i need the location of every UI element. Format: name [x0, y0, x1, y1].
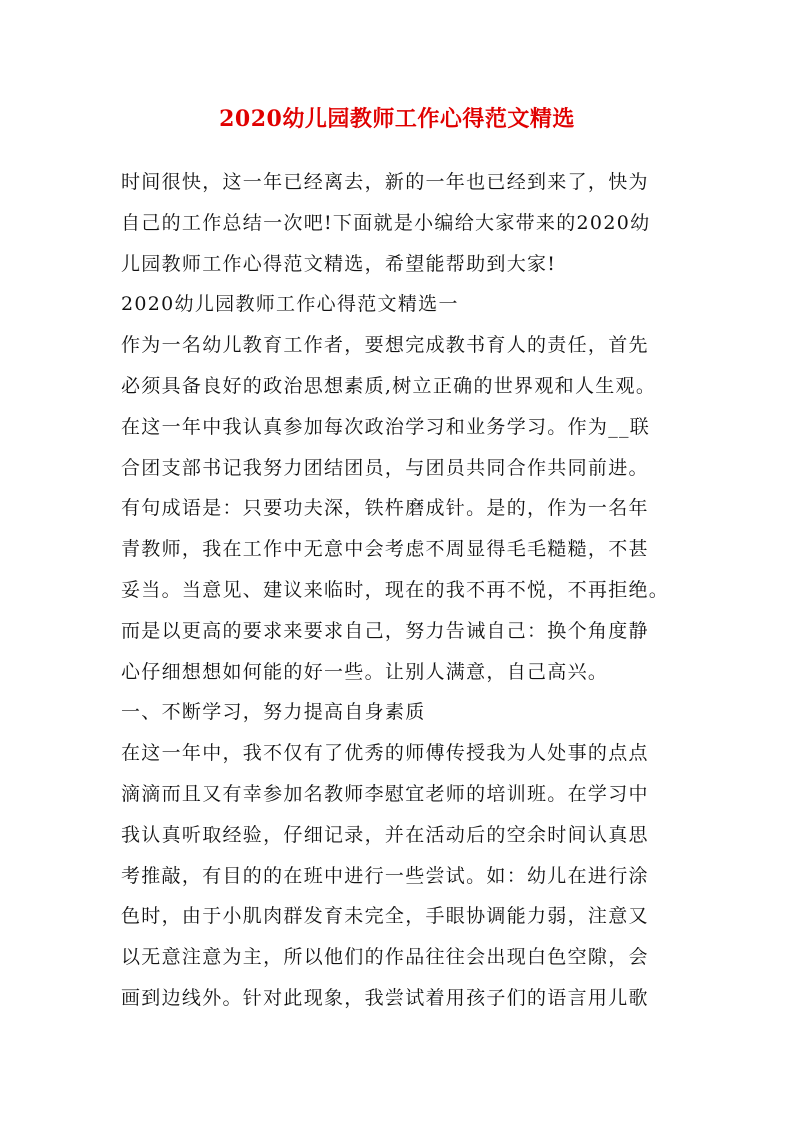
- body-line: 自己的工作总结一次吧!下面就是小编给大家带来的2020幼: [121, 211, 651, 234]
- section-heading: 一、不断学习，努力提高自身素质: [121, 701, 426, 724]
- body-line: 考推敲，有目的的在班中进行一些尝试。如：幼儿在进行涂: [121, 864, 649, 887]
- body-line: 滴滴而且又有幸参加名教师李慰宜老师的培训班。在学习中: [121, 782, 649, 805]
- body-line: 青教师，我在工作中无意中会考虑不周显得毛毛糙糙，不甚: [121, 538, 649, 561]
- body-line: 必须具备良好的政治思想素质,树立正确的世界观和人生观。: [121, 374, 657, 397]
- body-line: 时间很快，这一年已经离去，新的一年也已经到来了，快为: [121, 171, 649, 193]
- body-line: 合团支部书记我努力团结团员，与团员共同合作共同前进。: [121, 456, 649, 479]
- body-line: 色时，由于小肌肉群发育未完全，手眼协调能力弱，注意又: [121, 905, 649, 928]
- body-line: 我认真听取经验，仔细记录，并在活动后的空余时间认真思: [121, 823, 649, 846]
- body-line: 有句成语是：只要功夫深，铁杵磨成针。是的，作为一名年: [121, 497, 649, 520]
- body-line: 妥当。当意见、建议来临时，现在的我不再不悦，不再拒绝。: [121, 578, 670, 601]
- body-line: 以无意注意为主，所以他们的作品往往会出现白色空隙，会: [121, 946, 649, 969]
- body-line: 儿园教师工作心得范文精选，希望能帮助到大家!: [121, 252, 557, 275]
- body-line: 而是以更高的要求来要求自己，努力告诫自己：换个角度静: [121, 619, 649, 642]
- body-line: 心仔细想想如何能的好一些。让别人满意，自己高兴。: [121, 660, 609, 683]
- section-heading: 2020幼儿园教师工作心得范文精选一: [121, 293, 459, 316]
- document-body: [121, 162, 681, 1019]
- document-title: 2020幼儿园教师工作心得范文精选: [219, 106, 575, 132]
- body-line: 在这一年中我认真参加每次政治学习和业务学习。作为__联: [121, 415, 651, 438]
- body-line: 作为一名幼儿教育工作者，要想完成教书育人的责任，首先: [121, 334, 649, 357]
- body-line: 画到边线外。针对此现象，我尝试着用孩子们的语言用儿歌: [121, 986, 649, 1009]
- body-line: 在这一年中，我不仅有了优秀的师傅传授我为人处事的点点: [121, 742, 649, 765]
